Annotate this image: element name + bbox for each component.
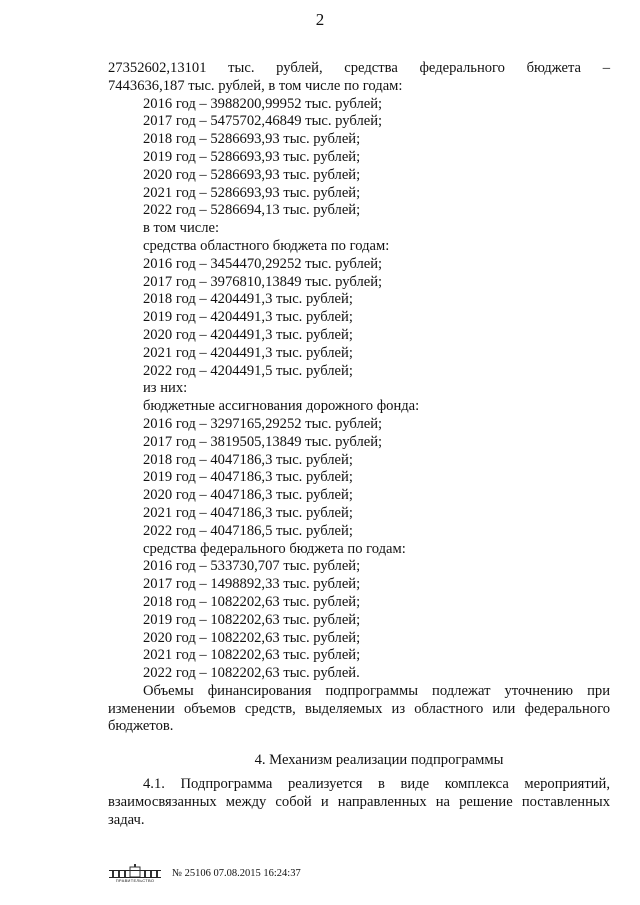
list-item: 2019 год – 5286693,93 тыс. рублей;	[143, 148, 361, 165]
federal-total-list	[108, 96, 610, 221]
list-item: 2019 год – 1082202,63 тыс. рублей;	[143, 611, 361, 628]
regional-heading: средства областного бюджета по годам:	[143, 237, 390, 254]
list-item: 2021 год – 1082202,63 тыс. рублей;	[143, 647, 361, 664]
list-item: 2018 год – 1082202,63 тыс. рублей;	[143, 593, 361, 610]
list-item: 2021 год – 4204491,3 тыс. рублей;	[143, 344, 353, 361]
list-item: 2017 год – 3976810,13849 тыс. рублей;	[143, 273, 383, 290]
list-item: 2018 год – 4204491,3 тыс. рублей;	[143, 291, 353, 308]
list-item: 2020 год – 5286693,93 тыс. рублей;	[143, 166, 361, 183]
list-item: 2021 год – 5286693,93 тыс. рублей;	[143, 184, 361, 201]
list-item: 2019 год – 4047186,3 тыс. рублей;	[143, 469, 353, 486]
list-item: 2022 год – 4204491,5 тыс. рублей;	[143, 362, 353, 379]
in-that-number: в том числе:	[143, 220, 220, 237]
list-item: 2017 год – 3819505,13849 тыс. рублей;	[143, 433, 383, 450]
list-item: 2020 год – 1082202,63 тыс. рублей;	[143, 629, 361, 646]
list-item: 2016 год – 533730,707 тыс. рублей;	[143, 558, 361, 575]
road-fund-list	[108, 416, 610, 541]
road-fund-heading: бюджетные ассигнования дорожного фонда:	[143, 398, 420, 415]
list-item: 2017 год – 5475702,46849 тыс. рублей;	[143, 113, 383, 130]
government-logo	[108, 864, 162, 882]
list-item: 2019 год – 4204491,3 тыс. рублей;	[143, 309, 353, 326]
intro-line-1: 27352602,13101 тыс. рублей, средства федерального бюджета –	[108, 60, 610, 76]
list-item: 2016 год – 3297165,29252 тыс. рублей;	[143, 415, 383, 432]
intro-line-2: 7443636,187 тыс. рублей, в том числе по годам:	[108, 77, 403, 94]
federal-list	[108, 558, 610, 683]
list-item: 2022 год – 4047186,5 тыс. рублей;	[143, 522, 353, 539]
regional-list	[108, 256, 610, 381]
list-item: 2017 год – 1498892,33 тыс. рублей;	[143, 576, 361, 593]
list-item: 2020 год – 4047186,3 тыс. рублей;	[143, 487, 353, 504]
list-item: 2022 год – 5286694,13 тыс. рублей;	[143, 202, 361, 219]
list-item: 2016 год – 3988200,99952 тыс. рублей;	[143, 95, 383, 112]
document-body	[108, 60, 610, 829]
section-heading: 4. Механизм реализации подпрограммы	[254, 752, 504, 769]
section-paragraph: 4.1. Подпрограмма реализуется в виде комплекса мероприятий, взаимосвязанных между собой и направленных на решение поставленных задач.	[108, 776, 610, 828]
document-stamp: № 25106 07.08.2015 16:24:37	[172, 867, 301, 879]
federal-heading: средства федерального бюджета по годам:	[143, 540, 406, 557]
list-item: 2018 год – 4047186,3 тыс. рублей;	[143, 451, 353, 468]
logo-caption: ПРАВИТЕЛЬСТВО	[115, 878, 155, 883]
list-item: 2022 год – 1082202,63 тыс. рублей.	[143, 665, 360, 682]
list-item: 2020 год – 4204491,3 тыс. рублей;	[143, 326, 353, 343]
page-number: 2	[315, 10, 325, 29]
document-footer	[108, 862, 301, 884]
of-them: из них:	[143, 380, 188, 397]
list-item: 2018 год – 5286693,93 тыс. рублей;	[143, 131, 361, 148]
list-item: 2021 год – 4047186,3 тыс. рублей;	[143, 504, 353, 521]
list-item: 2016 год – 3454470,29252 тыс. рублей;	[143, 255, 383, 272]
financing-note: Объемы финансирования подпрограммы подлежат уточнению при изменении объемов средств, выделяемых из областного или федерального бюджетов.	[108, 682, 610, 735]
